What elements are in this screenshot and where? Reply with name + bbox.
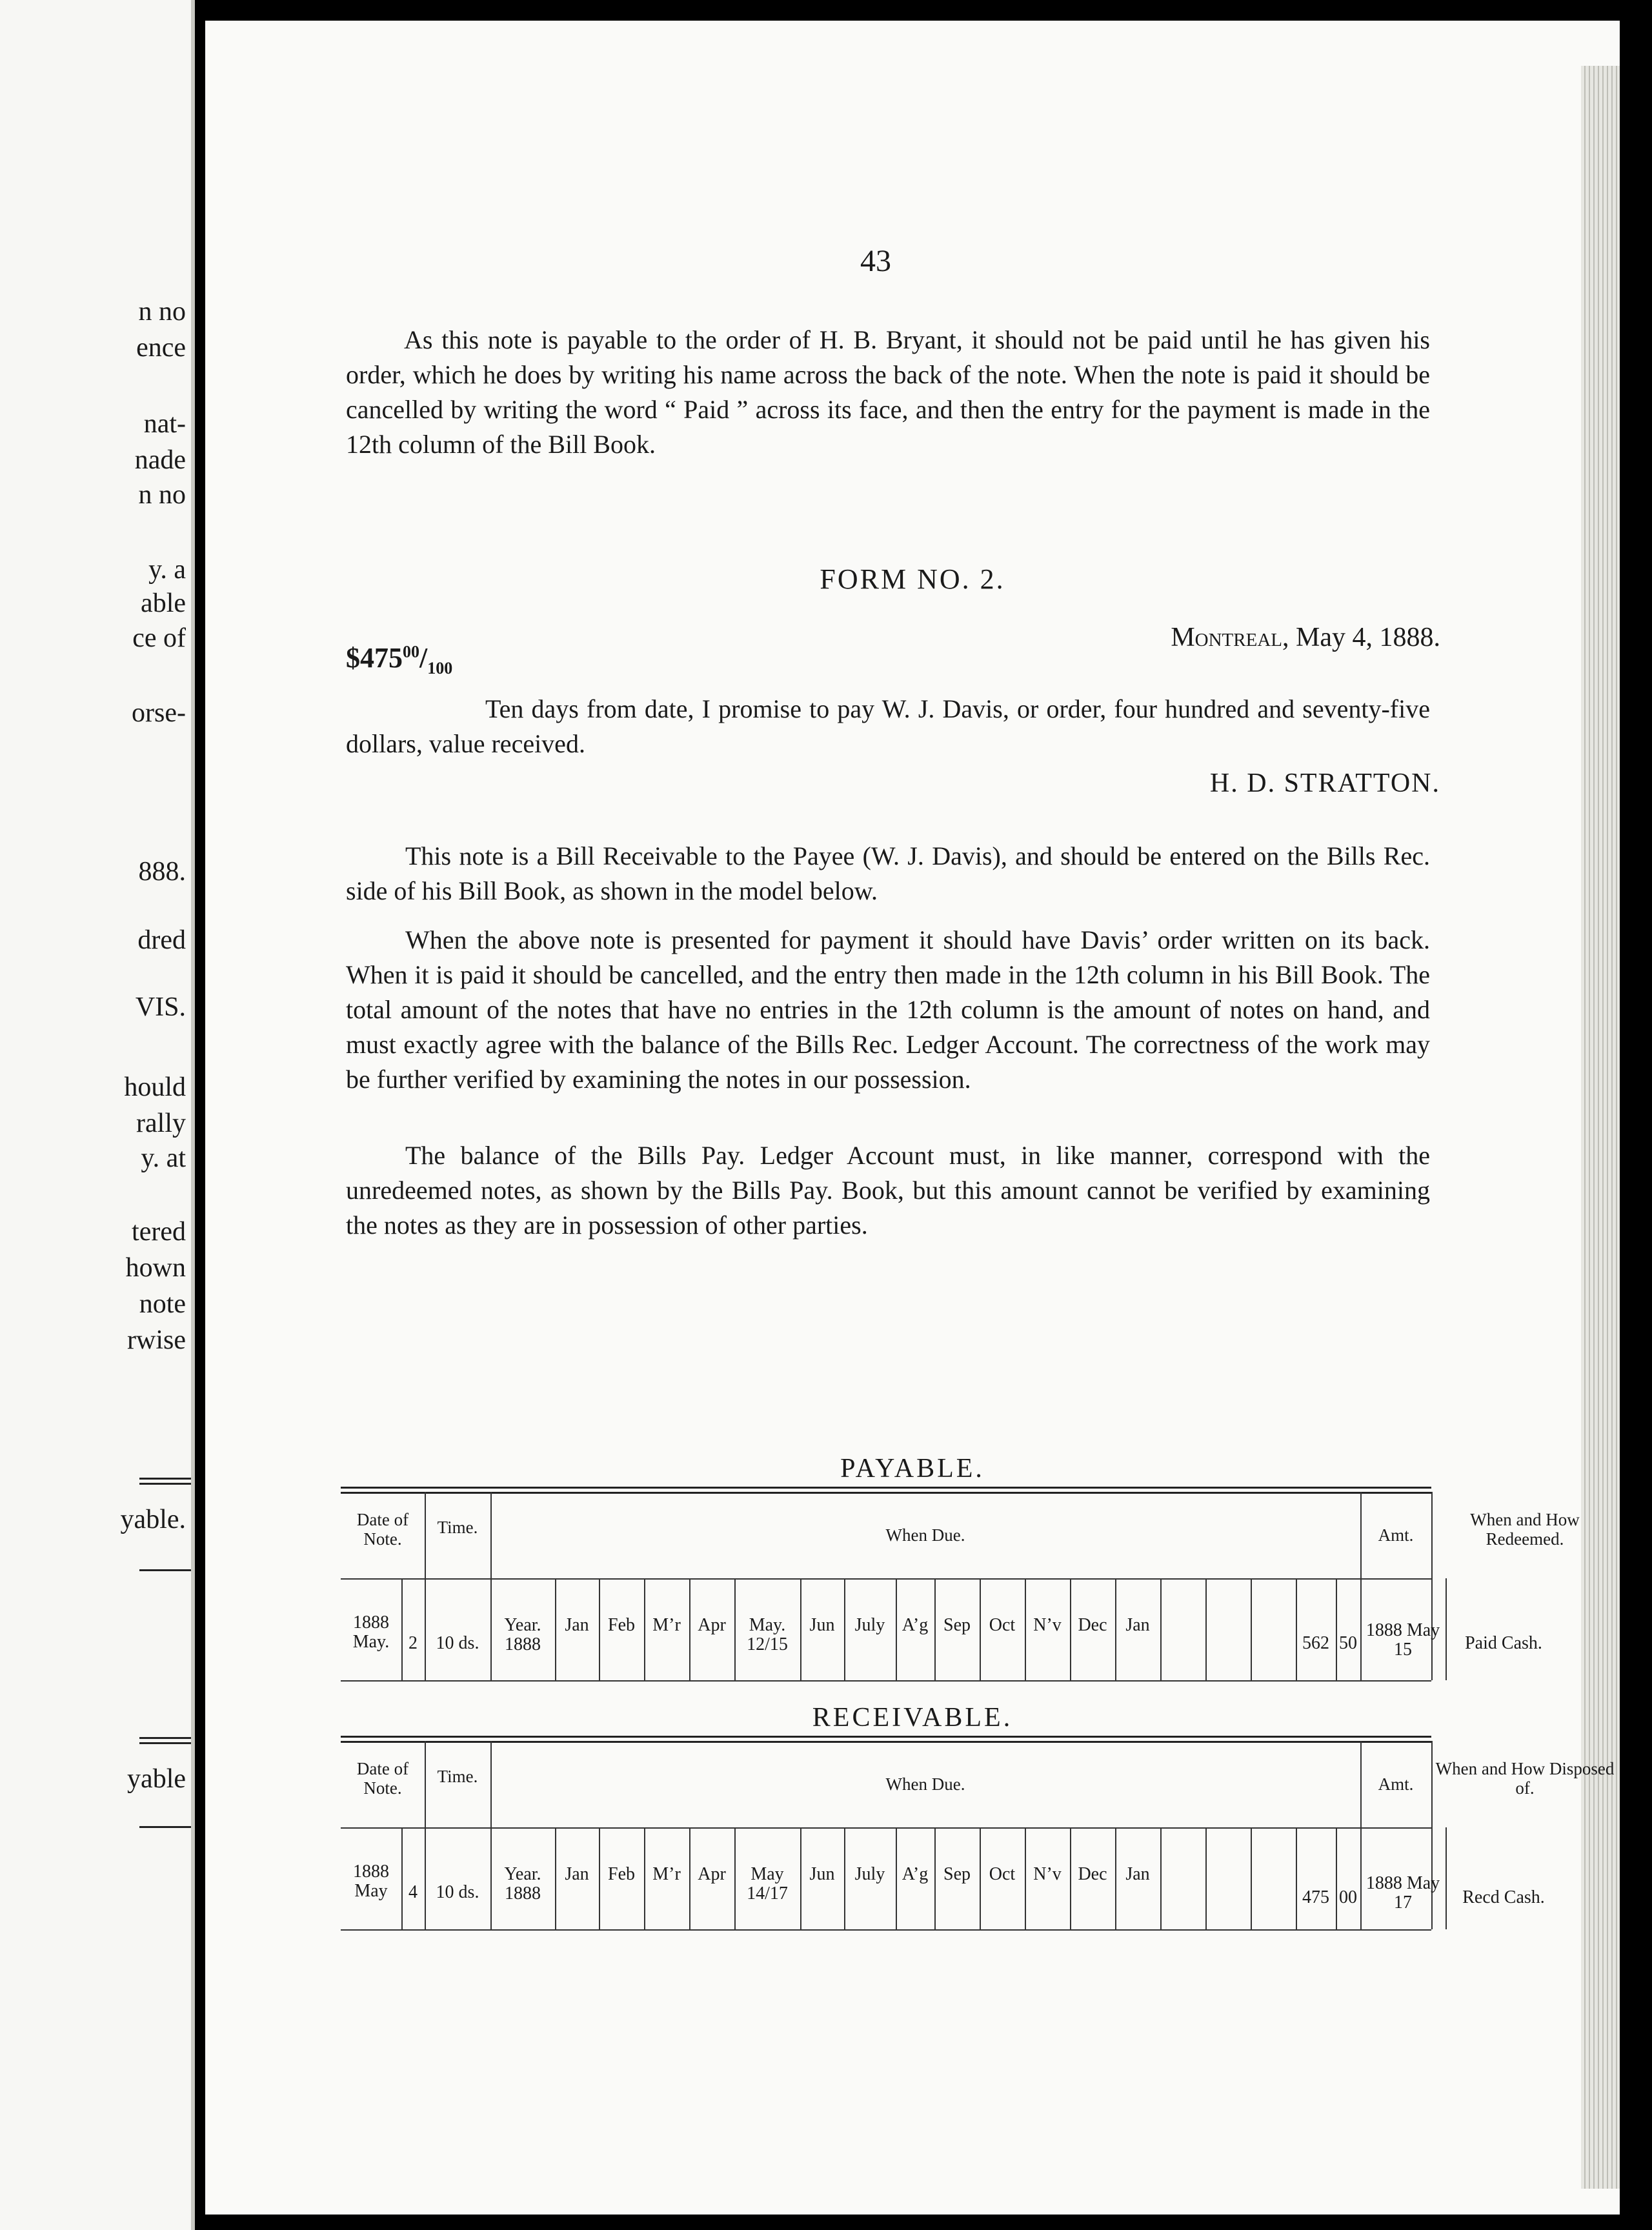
paragraph-4: The balance of the Bills Pay. Ledger Account must, in like manner, correspond with the unredeemed notes, as shown by the Bills Pay. Book, but this amount cannot be verified by examining the notes as they are in possession of other parties.: [346, 1141, 1430, 1240]
note-signature: H. D. STRATTON.: [1209, 768, 1440, 798]
row-time: 10 ds.: [436, 1882, 479, 1902]
month-nov: N’v: [1033, 1615, 1062, 1635]
column-divider: [401, 1578, 403, 1680]
amount-denominator: 100: [427, 658, 453, 678]
note-text: Ten days from date, I promise to pay W. J. Davis, or order, four hundred and seventy-five dollars, value received.: [346, 694, 1430, 758]
month-sep: Sep: [943, 1864, 971, 1884]
month-aug: A’g: [902, 1864, 929, 1884]
header-time: Time.: [437, 1767, 478, 1786]
month-jan-next: Jan: [1125, 1615, 1150, 1635]
column-divider: [1251, 1827, 1252, 1929]
facing-line: VIS.: [135, 992, 186, 1022]
amount-cents: 50: [1339, 1633, 1357, 1653]
facing-line: rally: [136, 1109, 186, 1138]
redeemed-how: Paid Cash.: [1465, 1633, 1542, 1653]
facing-line: n no: [138, 480, 186, 510]
month-jan: Jan: [565, 1864, 589, 1884]
amount-main: $475: [346, 642, 403, 674]
facing-rule: [139, 1569, 191, 1571]
month-jun: Jun: [809, 1864, 835, 1884]
paragraph-3: When the above note is presented for payment it should have Davis’ order written on its back. When it is paid it should be cancelled, and the entry then made in the 12th column in his Bill Book. The total amount of the notes that have no entries in the 12th column is the amount of notes on hand, and must exactly agree with the balance of the Bills Rec. Ledger Account. The correctness of the work may be further verified by examining the notes in our possession.: [346, 925, 1430, 1094]
facing-line: nat-: [143, 409, 186, 439]
column-divider: [1296, 1827, 1297, 1929]
header-amt: Amt.: [1378, 1525, 1414, 1545]
facing-page-fragment: [0, 0, 195, 2230]
column-divider: [1160, 1578, 1162, 1680]
header-amt: Amt.: [1378, 1774, 1414, 1794]
facing-line: yable.: [120, 1505, 186, 1534]
header-when-due: When Due.: [885, 1525, 965, 1545]
facing-rule: [139, 1742, 191, 1744]
dateline-date: May 4, 1888.: [1296, 623, 1440, 652]
month-nov: N’v: [1033, 1864, 1062, 1884]
facing-line: orse-: [132, 698, 186, 728]
page-number: 43: [860, 244, 891, 278]
facing-line: dred: [137, 925, 186, 955]
header-when-how-disposed: When and How Disposed of.: [1435, 1759, 1615, 1798]
month-dec: Dec: [1078, 1864, 1107, 1884]
facing-line: rwise: [127, 1325, 186, 1355]
table-rule: [341, 1487, 1431, 1494]
column-divider: [1296, 1578, 1297, 1680]
table-rule: [341, 1827, 1431, 1829]
facing-rule: [139, 1478, 191, 1480]
month-mar: M’r: [652, 1864, 681, 1884]
column-divider: [1446, 1827, 1447, 1929]
table-rule: [341, 1680, 1431, 1682]
table-rule: [341, 1929, 1431, 1931]
dateline-city: Montreal,: [1171, 623, 1289, 652]
book-page: [205, 21, 1620, 2215]
month-jun: Jun: [809, 1615, 835, 1635]
facing-line: tered: [132, 1217, 186, 1247]
facing-line: 888.: [138, 857, 186, 887]
month-oct: Oct: [989, 1615, 1016, 1635]
header-when-due: When Due.: [885, 1774, 965, 1794]
page-edge: [1581, 66, 1620, 2189]
row-year: Year. 1888: [504, 1615, 541, 1654]
receivable-ledger: [341, 1736, 1615, 1949]
month-apr: Apr: [698, 1615, 726, 1635]
month-july: July: [854, 1864, 885, 1884]
row-day: 2: [408, 1633, 418, 1653]
amount-cents: 00: [1339, 1887, 1357, 1907]
facing-line: hould: [124, 1072, 186, 1102]
paragraph-2: This note is a Bill Receivable to the Payee (W. J. Davis), and should be entered on the Bills Rec. side of his Bill Book, as shown in the model below.: [346, 841, 1430, 905]
row-day: 4: [408, 1882, 418, 1902]
month-dec: Dec: [1078, 1615, 1107, 1635]
month-apr: Apr: [698, 1864, 726, 1884]
header-time: Time.: [437, 1518, 478, 1537]
month-mar: M’r: [652, 1615, 681, 1635]
month-sep: Sep: [943, 1615, 971, 1635]
payable-title: PAYABLE.: [840, 1454, 985, 1483]
month-feb: Feb: [608, 1615, 635, 1635]
amount-dollars: 475: [1302, 1887, 1329, 1907]
header-date-of-note: Date of Note.: [356, 1759, 409, 1798]
row-year: Year. 1888: [504, 1864, 541, 1904]
row-year-month: 1888 May.: [352, 1612, 390, 1652]
facing-line: hown: [125, 1253, 186, 1283]
facing-line: n no: [138, 297, 186, 326]
disposed-date: 1888 May 17: [1365, 1873, 1440, 1913]
month-aug: A’g: [902, 1615, 929, 1635]
intro-paragraph: As this note is payable to the order of H. B. Bryant, it should not be paid until he has given his order, which he does by writing his name across the back of the note. When the note is paid it should be cancelled by writing the word “ Paid ” across its face, and then the entry for the payment is made in the 12th column of the Bill Book.: [346, 325, 1430, 459]
column-divider: [1336, 1578, 1337, 1680]
facing-rule: [139, 1826, 191, 1828]
month-jan-next: Jan: [1125, 1864, 1150, 1884]
note-amount: $\$475^{00}/_{100}$: [346, 642, 453, 678]
amount-cents: 00: [403, 642, 419, 661]
note-dateline: [1171, 622, 1440, 653]
form-title: FORM NO. 2.: [820, 563, 1005, 595]
facing-line: able: [141, 588, 186, 618]
column-divider: [1160, 1827, 1162, 1929]
header-date-of-note: Date of Note.: [356, 1510, 409, 1549]
header-when-how-redeemed: When and How Redeemed.: [1470, 1510, 1580, 1549]
facing-rule: [139, 1483, 191, 1485]
facing-line: nade: [134, 445, 186, 475]
disposed-how: Recd Cash.: [1462, 1887, 1545, 1907]
payable-ledger: [341, 1487, 1580, 1700]
column-divider: [1205, 1578, 1207, 1680]
row-time: 10 ds.: [436, 1633, 479, 1653]
facing-line: y. a: [148, 555, 186, 585]
receivable-title: RECEIVABLE.: [812, 1703, 1013, 1733]
facing-line: ce of: [132, 623, 186, 653]
table-rule: [341, 1578, 1431, 1580]
month-may: May 14/17: [747, 1864, 788, 1904]
amount-dollars: 562: [1302, 1633, 1329, 1653]
facing-rule: [139, 1737, 191, 1739]
column-divider: [1446, 1578, 1447, 1680]
column-divider: [1205, 1827, 1207, 1929]
facing-line: y. at: [141, 1143, 186, 1173]
table-rule: [341, 1736, 1431, 1743]
column-divider: [401, 1827, 403, 1929]
facing-line: note: [139, 1289, 186, 1319]
month-oct: Oct: [989, 1864, 1016, 1884]
month-july: July: [854, 1615, 885, 1635]
month-jan: Jan: [565, 1615, 589, 1635]
column-divider: [1251, 1578, 1252, 1680]
redeemed-date: 1888 May 15: [1365, 1620, 1440, 1660]
facing-line: yable: [127, 1764, 186, 1794]
month-feb: Feb: [608, 1864, 635, 1884]
month-may: May. 12/15: [747, 1615, 788, 1654]
row-year-month: 1888 May: [353, 1862, 389, 1901]
facing-line: ence: [136, 333, 186, 363]
column-divider: [1336, 1827, 1337, 1929]
